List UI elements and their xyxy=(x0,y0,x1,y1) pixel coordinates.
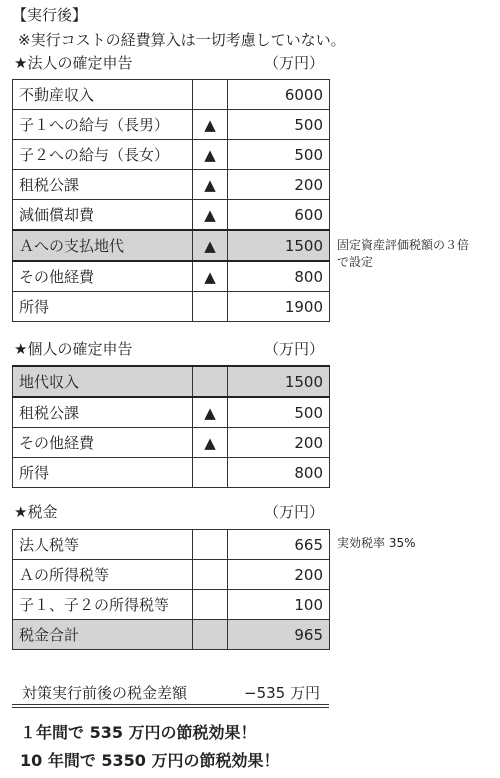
tax-unit-label: （万円） xyxy=(264,503,325,521)
deduction-mark xyxy=(193,560,228,590)
row-value: 1900 xyxy=(228,292,330,322)
table-row xyxy=(13,292,330,322)
deduction-mark xyxy=(193,620,228,650)
row-value: 800 xyxy=(228,458,330,488)
deduction-mark xyxy=(193,458,228,488)
row-value: 6000 xyxy=(228,80,330,110)
row-value: 665 xyxy=(228,530,330,560)
summary-underline-double xyxy=(12,707,329,708)
table-row xyxy=(13,200,330,231)
personal-section-title: ★個人の確定申告 xyxy=(14,340,133,358)
row-value: 500 xyxy=(228,110,330,140)
row-value: 100 xyxy=(228,590,330,620)
deduction-mark xyxy=(193,530,228,560)
table-row xyxy=(13,530,330,560)
deduction-mark: ▲ xyxy=(193,261,228,292)
row-label: Ａの所得税等 xyxy=(13,560,193,590)
table-row xyxy=(13,397,330,428)
table-row-highlighted xyxy=(13,366,330,397)
row-label: 租税公課 xyxy=(13,170,193,200)
row-label: 所得 xyxy=(13,292,193,322)
row-value: 965 xyxy=(228,620,330,650)
ten-year-savings: 10 年間で 5350 万円の節税効果！ xyxy=(20,751,280,770)
table-row xyxy=(13,590,330,620)
personal-unit-label: （万円） xyxy=(264,340,325,358)
disclaimer-note: ※実行コストの経費算入は一切考慮していない。 xyxy=(18,31,346,49)
row-label: 地代収入 xyxy=(13,366,193,397)
row-value: 200 xyxy=(228,560,330,590)
row-label: その他経費 xyxy=(13,261,193,292)
table-row xyxy=(13,110,330,140)
row-label: 減価償却費 xyxy=(13,200,193,231)
corporate-section-title: ★法人の確定申告 xyxy=(14,54,133,72)
row-label: 不動産収入 xyxy=(13,80,193,110)
table-row-total xyxy=(13,620,330,650)
row-value: 500 xyxy=(228,140,330,170)
table-row xyxy=(13,560,330,590)
table-row xyxy=(13,170,330,200)
summary-underline xyxy=(12,704,329,705)
corporate-unit-label: （万円） xyxy=(264,54,325,72)
row-label: その他経費 xyxy=(13,428,193,458)
row-value: 1500 xyxy=(228,230,330,261)
row-label: 法人税等 xyxy=(13,530,193,560)
table-row xyxy=(13,261,330,292)
row-value: 600 xyxy=(228,200,330,231)
row-value: 800 xyxy=(228,261,330,292)
deduction-mark: ▲ xyxy=(193,397,228,428)
table-row xyxy=(13,458,330,488)
effective-tax-rate-note: 実効税率 35% xyxy=(337,536,416,550)
row-value: 200 xyxy=(228,170,330,200)
row-value: 200 xyxy=(228,428,330,458)
row-label: 子２への給与（長女） xyxy=(13,140,193,170)
tax-difference-label: 対策実行前後の税金差額 xyxy=(22,684,188,702)
tax-table xyxy=(12,529,330,650)
land-rent-note-line1: 固定資産評価税額の３倍 xyxy=(337,238,470,252)
deduction-mark: ▲ xyxy=(193,428,228,458)
table-row xyxy=(13,428,330,458)
deduction-mark: ▲ xyxy=(193,170,228,200)
deduction-mark xyxy=(193,590,228,620)
one-year-savings: １年間で 535 万円の節税効果！ xyxy=(20,723,257,742)
deduction-mark xyxy=(193,366,228,397)
table-row-highlighted xyxy=(13,230,330,261)
corporate-table xyxy=(12,79,330,322)
row-label: 所得 xyxy=(13,458,193,488)
deduction-mark: ▲ xyxy=(193,140,228,170)
tax-section-title: ★税金 xyxy=(14,503,58,521)
row-label: 税金合計 xyxy=(13,620,193,650)
page-title: 【実行後】 xyxy=(12,6,88,24)
deduction-mark: ▲ xyxy=(193,230,228,261)
deduction-mark: ▲ xyxy=(193,200,228,231)
table-row xyxy=(13,80,330,110)
row-value: 1500 xyxy=(228,366,330,397)
deduction-mark: ▲ xyxy=(193,110,228,140)
row-label: Ａへの支払地代 xyxy=(13,230,193,261)
deduction-mark xyxy=(193,80,228,110)
row-value: 500 xyxy=(228,397,330,428)
land-rent-note-line2: で設定 xyxy=(337,255,374,269)
row-label: 子１への給与（長男） xyxy=(13,110,193,140)
deduction-mark xyxy=(193,292,228,322)
row-label: 租税公課 xyxy=(13,397,193,428)
tax-difference-value: −535 万円 xyxy=(244,684,320,702)
table-row xyxy=(13,140,330,170)
row-label: 子１、子２の所得税等 xyxy=(13,590,193,620)
personal-table xyxy=(12,365,330,488)
